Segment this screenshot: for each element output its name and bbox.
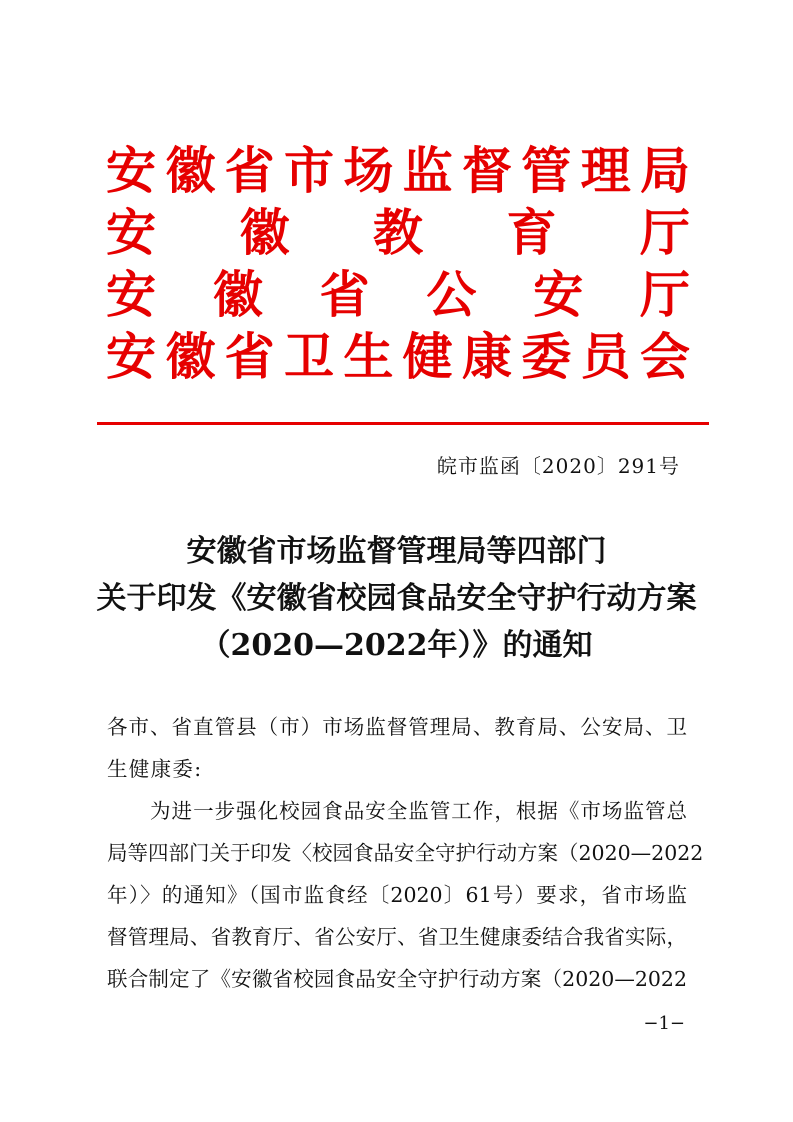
- issuer-char: 场: [343, 142, 394, 200]
- issuer-char: 省: [224, 142, 275, 200]
- issuer-char: 徽: [165, 142, 216, 200]
- issuer-line: [106, 140, 690, 202]
- body-line: 联合制定了《安徽省校园食品安全守护行动方案（2020—2022: [107, 967, 687, 991]
- issuer-char: 省: [224, 328, 275, 386]
- issuer-line: [106, 326, 690, 388]
- body-line: 年）〉的通知》（国市监食经〔2020〕61号）要求，省市场监: [107, 883, 687, 907]
- issuer-char: 徽: [212, 266, 263, 324]
- issuer-char: 教: [373, 204, 423, 262]
- issuer-char: 卫: [283, 328, 334, 386]
- issuer-char: 公: [426, 266, 477, 324]
- issuer-char: 康: [461, 328, 512, 386]
- issuer-char: 健: [402, 328, 453, 386]
- issuer-char: 监: [402, 142, 453, 200]
- title-line: （2020—2022年）》的通知: [200, 628, 593, 663]
- issuer-char: 厅: [640, 204, 690, 262]
- body-line: 督管理局、省教育厅、省公安厅、省卫生健康委结合我省实际，: [107, 925, 687, 949]
- issuer-char: 员: [580, 328, 631, 386]
- issuer-char: 生: [343, 328, 394, 386]
- body-line: 局等四部门关于印发〈校园食品安全守护行动方案（2020—2022: [107, 841, 704, 865]
- issuer-char: 安: [533, 266, 584, 324]
- issuer-char: 徽: [239, 204, 290, 262]
- title-line: 关于印发《安徽省校园食品安全守护行动方案: [96, 581, 697, 616]
- header-divider: [97, 422, 709, 425]
- issuer-char: 委: [521, 328, 572, 386]
- issuer-char: 督: [461, 142, 512, 200]
- issuer-char: 徽: [165, 328, 216, 386]
- issuer-char: 安: [106, 204, 156, 262]
- issuer-char: 局: [639, 142, 690, 200]
- issuer-char: 市: [283, 142, 334, 200]
- issuer-char: 厅: [639, 266, 690, 324]
- document-body: [107, 706, 704, 1000]
- issuer-char: 育: [506, 204, 557, 262]
- issuer-char: 安: [106, 328, 156, 386]
- issuer-char: 安: [106, 266, 156, 324]
- issuer-char: 会: [639, 328, 690, 386]
- document-number: 皖市监函〔2020〕291号: [436, 454, 680, 478]
- issuer-char: 理: [580, 142, 631, 200]
- issuer-char: 管: [521, 142, 572, 200]
- body-line: 各市、省直管县（市）市场监督管理局、教育局、公安局、卫: [107, 715, 687, 739]
- document-title: [90, 528, 703, 669]
- page-number: −1−: [643, 1013, 685, 1034]
- issuer-char: 安: [106, 142, 156, 200]
- title-line: 安徽省市场监督管理局等四部门: [186, 534, 607, 569]
- body-line: 生健康委:: [107, 757, 203, 781]
- issuer-char: 省: [319, 266, 370, 324]
- issuing-authorities: [106, 140, 690, 388]
- body-line: 为进一步强化校园食品安全监管工作，根据《市场监管总: [107, 799, 687, 823]
- issuer-line: [106, 264, 690, 326]
- issuer-line: [106, 202, 690, 264]
